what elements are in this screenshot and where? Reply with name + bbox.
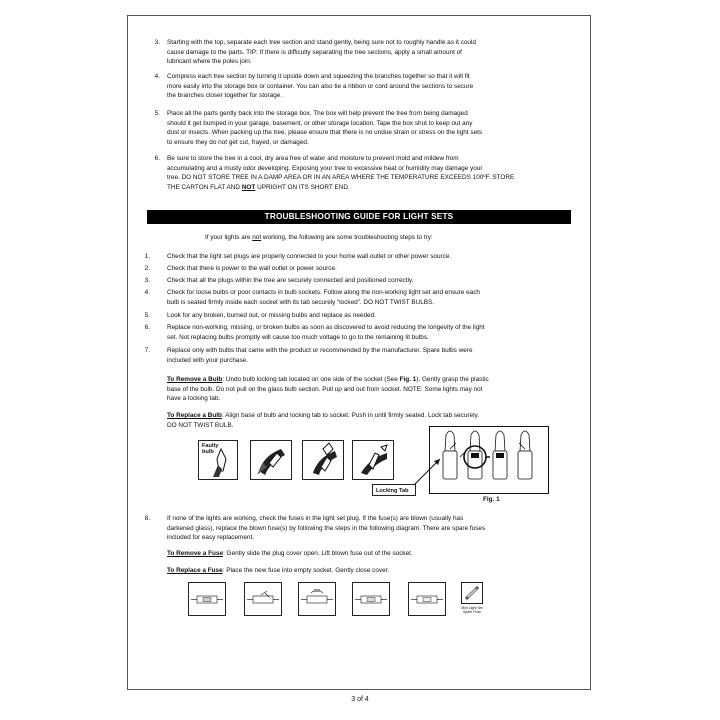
list-item-line: Check for loose bulbs or poor contacts in bulb sockets. Follow along the non-working light set and ensure each — [167, 289, 480, 296]
bulb-insert-step-illustration — [352, 440, 394, 480]
list-number: 3. — [154, 39, 160, 46]
list-number: 8. — [144, 515, 150, 522]
remove-bulb-line: have a locking tab. — [167, 395, 221, 403]
section-title: TROUBLESHOOTING GUIDE FOR LIGHT SETS — [147, 210, 571, 224]
list-item-line: Check that all the plugs within the tree are securely connected and positioned correctly. — [167, 277, 414, 284]
list-item-line: set. Not replacing bulbs promptly will cause too much voltage to go to the remaining lit bulbs. — [167, 333, 429, 341]
faulty-bulb-illustration — [198, 440, 238, 480]
bulb-removal-step-illustration — [250, 440, 292, 480]
list-item-line: more easily into the storage box or container. You can also tie a ribbon or cord around the sections to secure — [167, 82, 474, 90]
list-item-line: the branches closer together for storage. — [167, 92, 283, 100]
figure-1-caption: Fig. 1 — [483, 496, 500, 503]
list-item-line: lubricant where the poles join. — [167, 58, 252, 66]
list-item-line: Check that there is power to the wall outlet or power source. — [167, 265, 337, 272]
list-item-line: Look for any broken, burned out, or missing bulbs and replace as needed. — [167, 312, 376, 319]
remove-fuse-line: To Remove a Fuse: Gently slide the plug cover open. Lift blown fuse out of the socket. — [167, 550, 413, 557]
list-number: 5. — [154, 110, 160, 117]
list-item-line: accumulating and a musty odor developing. Exposing your tree to excessive heat or humidity may damage your — [167, 164, 483, 172]
spare-fuse-illustration — [461, 582, 483, 604]
remove-bulb-line: To Remove a Bulb: Undo bulb locking tab located on one side of the socket (See Fig. 1). Gently grasp the plastic — [167, 376, 489, 383]
list-item-line: Starting with the top, separate each tree section and stand gently, being sure not to roughly handle as it could — [167, 39, 476, 46]
list-number: 5. — [144, 312, 150, 319]
bulb-removal-step-illustration — [302, 440, 344, 480]
list-number: 6. — [154, 155, 160, 162]
list-item-line: darkened glass), replace the blown fuse(s) by following the steps in the following diagram. There are spare fuses — [167, 524, 486, 532]
list-item-line: to ensure they do not get cut, frayed, or damaged. — [167, 138, 309, 146]
intro-text: If your lights are not working, the following are some troubleshooting steps to try: — [205, 234, 433, 241]
remove-bulb-line: base of the bulb. Do not pull on the glass bulb section. Pull up and out from socket. NOTE: Some lights may not — [167, 385, 483, 393]
list-item-line: THE CARTON FLAT AND NOT UPRIGHT ON ITS SHORT END. — [167, 183, 350, 191]
list-number: 1. — [144, 253, 150, 260]
list-item-line: Be sure to store the tree in a cool, dry area free of water and moisture to prevent mold and mildew from — [167, 155, 459, 162]
list-item-line: cause damage to the parts. TIP: If there is difficulty separating the tree sections, apply a small amount of — [167, 48, 462, 56]
list-item-line: Check that the light set plugs are properly connected to your home wall outlet or other power source. — [167, 253, 452, 260]
list-item-line: included for easy replacement. — [167, 534, 255, 542]
list-number: 6. — [144, 324, 150, 331]
faulty-bulb-label: Faulty bulb — [202, 443, 219, 456]
list-number: 4. — [144, 289, 150, 296]
fuse-insert-illustration — [352, 582, 390, 616]
list-item-line: Compress each tree section by turning it upside down and squeezing the branches together so that it will fit — [167, 73, 470, 80]
list-item-line: Place all the parts gently back into the storage box. The box will help prevent the tree from being damaged — [167, 110, 468, 117]
list-item-line: Replace non-working, missing, or broken bulbs as soon as discovered to avoid reducing the longevity of the light — [167, 324, 485, 331]
replace-fuse-line: To Replace a Fuse: Place the new fuse into empty socket. Gently close cover. — [167, 567, 390, 574]
list-number: 4. — [154, 73, 160, 80]
callout-arrow — [410, 455, 450, 487]
list-item-line: bulb is seated firmly inside each socket with its tab securely “locked”. DO NOT TWIST BULBS. — [167, 298, 435, 306]
list-item-line: should it get bumped in your garage, basement, or other storage location. Tape the box shut to keep out any — [167, 119, 473, 127]
fuse-close-cover-illustration — [408, 582, 446, 616]
spare-fuse-label: Mini Light Set Spare Fuse — [461, 606, 483, 615]
list-item-line: If none of the lights are working, check the fuses in the light set plug. If the fuse(s) are blown (usually has — [167, 515, 464, 522]
list-number: 7. — [144, 347, 150, 354]
list-number: 3. — [144, 277, 150, 284]
list-number: 2. — [144, 265, 150, 272]
list-item-line: tree. DO NOT STORE TREE IN A DAMP AREA OR IN AN AREA WHERE THE TEMPERATURE EXCEEDS 100ºF. STORE — [167, 174, 515, 182]
list-item-line: included with your purchase. — [167, 356, 248, 364]
replace-bulb-line: DO NOT TWIST BULB. — [167, 421, 234, 429]
fuse-remove-illustration — [298, 582, 336, 616]
fuse-open-cover-illustration — [244, 582, 282, 616]
page-number: 3 of 4 — [351, 696, 369, 703]
list-item-line: Replace only with bulbs that came with the product or recommended by the manufacturer. Spare bulbs were — [167, 347, 473, 354]
locking-tab-label: Locking Tab — [376, 488, 409, 494]
list-item-line: dust or insects. When packing up the tree, please ensure that there is no undue strain or stress on the light sets — [167, 129, 483, 137]
replace-bulb-line: To Replace a Bulb: Align base of bulb and locking tab to socket. Push in until firmly seated. Lock tab securely. — [167, 412, 480, 419]
fuse-plug-illustration — [188, 582, 226, 616]
